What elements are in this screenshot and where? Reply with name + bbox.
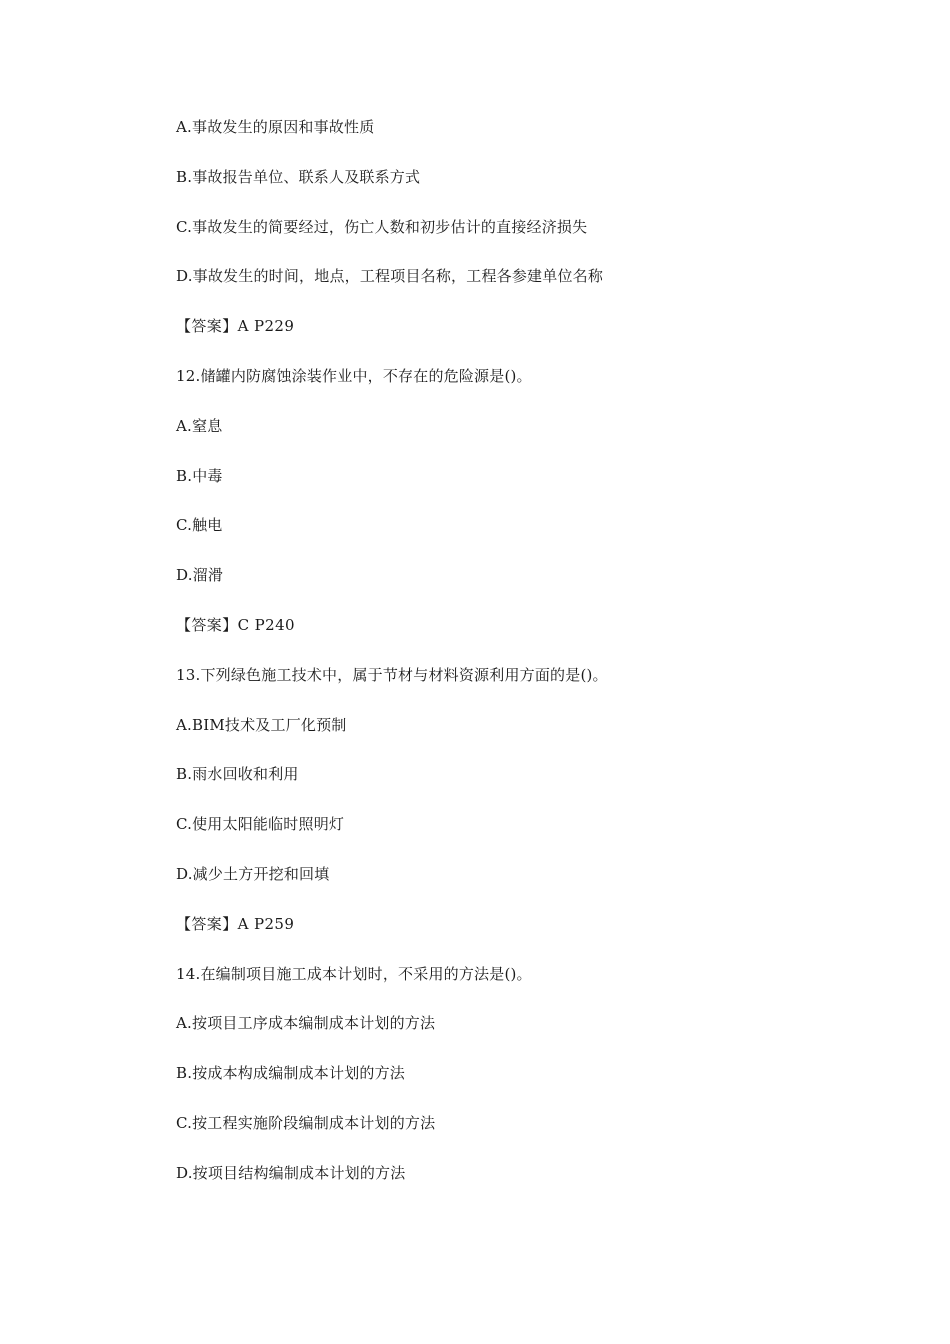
option-line: D.按项目结构编制成本计划的方法 xyxy=(176,1163,406,1182)
answer-line: 【答案】A P229 xyxy=(176,317,295,336)
option-line: D.溜滑 xyxy=(176,566,224,585)
option-line: A.按项目工序成本编制成本计划的方法 xyxy=(176,1014,436,1033)
answer-line: 【答案】A P259 xyxy=(176,914,295,933)
option-line: A.事故发生的原因和事故性质 xyxy=(176,118,375,136)
option-line: D.事故发生的时间，地点，工程项目名称，工程各参建单位名称 xyxy=(176,267,604,286)
answer-line: 【答案】C P240 xyxy=(176,615,295,634)
question-line: 12.储罐内防腐蚀涂装作业中，不存在的危险源是()。 xyxy=(176,366,532,385)
option-line: C.使用太阳能临时照明灯 xyxy=(176,815,345,834)
option-line: C.按工程实施阶段编制成本计划的方法 xyxy=(176,1113,436,1132)
option-line: B.事故报告单位、联系人及联系方式 xyxy=(176,167,421,186)
option-line: C.事故发生的简要经过，伤亡人数和初步估计的直接经济损失 xyxy=(176,217,588,236)
option-line: B.雨水回收和利用 xyxy=(176,765,299,784)
question-line: 14.在编制项目施工成本计划时，不采用的方法是()。 xyxy=(176,964,532,983)
option-line: A.窒息 xyxy=(176,416,223,435)
option-line: C.触电 xyxy=(176,516,223,535)
question-line: 13.下列绿色施工技术中，属于节材与材料资源利用方面的是()。 xyxy=(176,665,608,684)
option-line: D.减少土方开挖和回填 xyxy=(176,864,330,883)
option-line: B.中毒 xyxy=(176,466,223,485)
option-line: A.BIM技术及工厂化预制 xyxy=(176,715,347,734)
question-list xyxy=(176,115,876,1211)
option-line: B.按成本构成编制成本计划的方法 xyxy=(176,1064,405,1083)
